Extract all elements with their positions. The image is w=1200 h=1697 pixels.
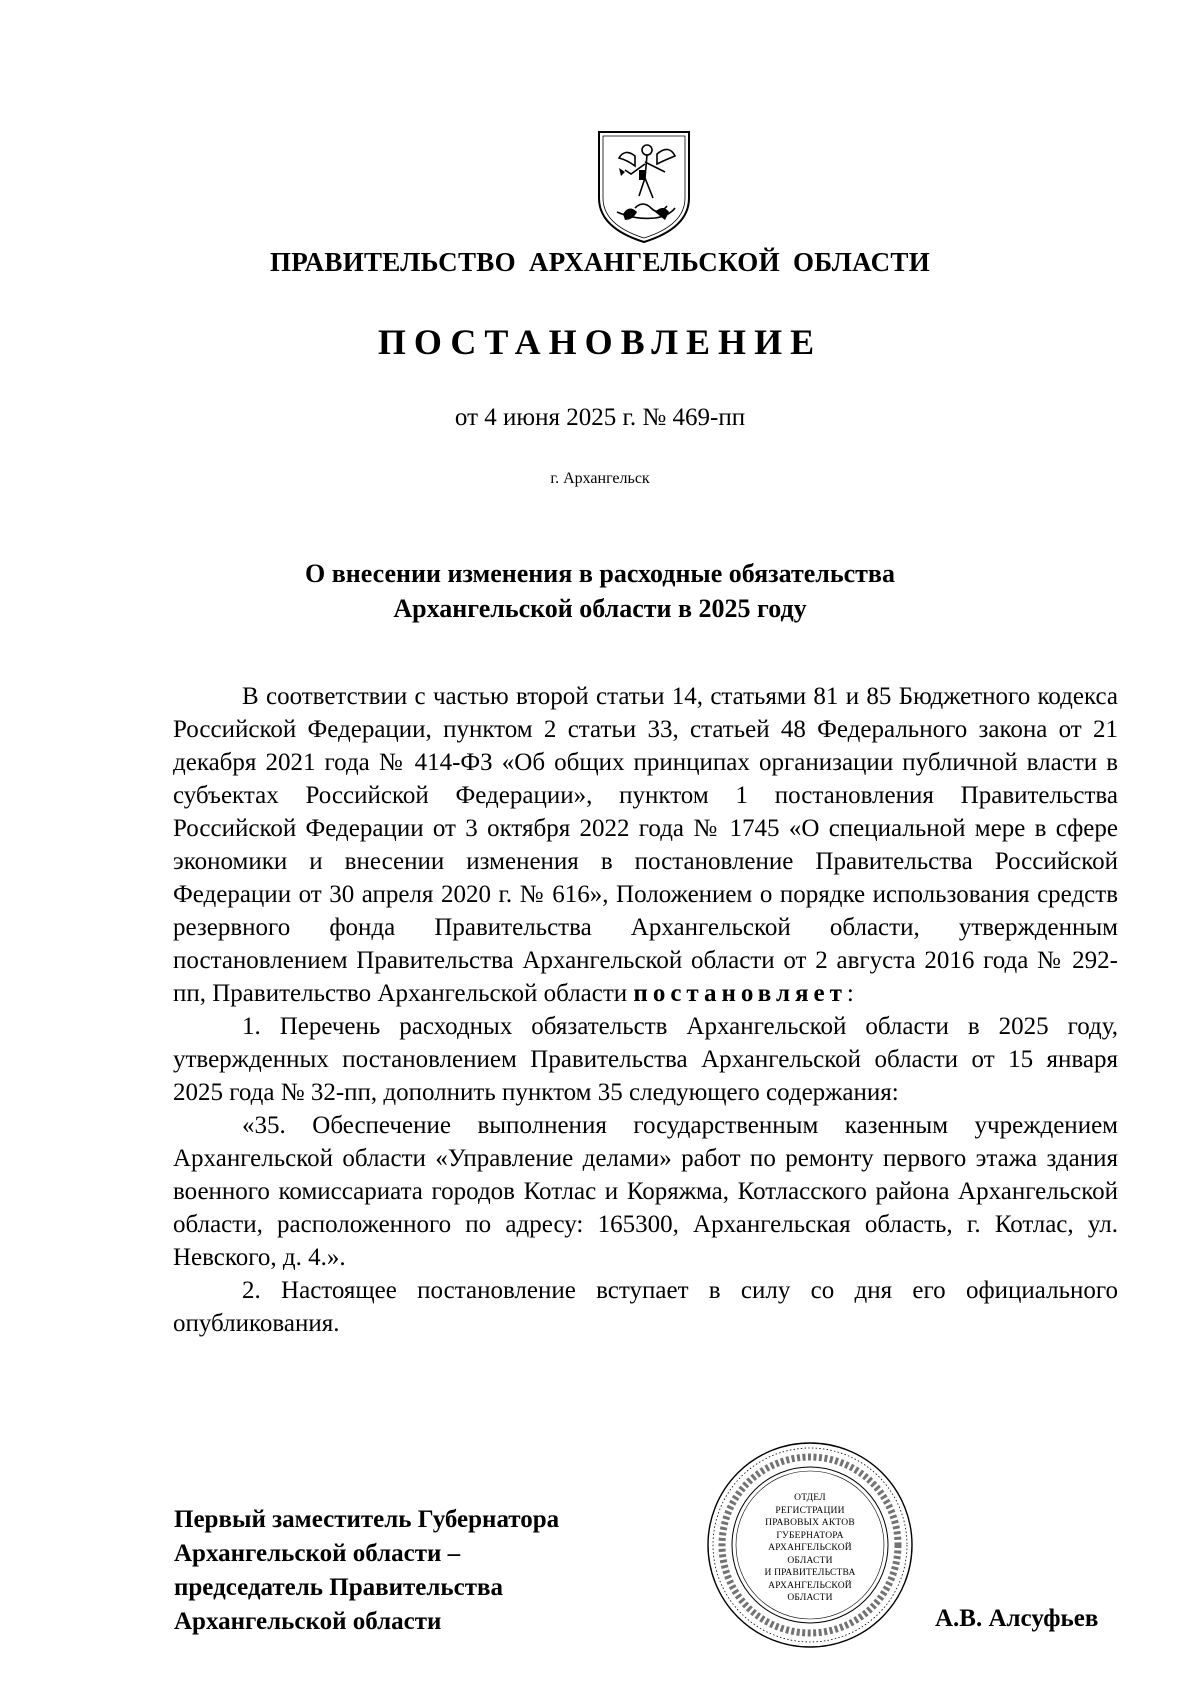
organization-name: ПРАВИТЕЛЬСТВО АРХАНГЕЛЬСКОЙ ОБЛАСТИ — [269, 247, 931, 277]
preamble-paragraph — [173, 680, 1118, 1010]
signer-name: А.В. Алсуфьев — [935, 1605, 1099, 1632]
document-date-number: от 4 июня 2025 г. № 469-пп — [454, 404, 746, 431]
signer-position — [174, 1503, 559, 1639]
stamp-line: ОТДЕЛ — [794, 1493, 826, 1503]
stamp-line: АРХАНГЕЛЬСКОЙ — [768, 1580, 852, 1591]
stamp-line: ОБЛАСТИ — [787, 1555, 833, 1566]
document-type-heading: ПОСТАНОВЛЕНИЕ — [377, 322, 823, 362]
signer-position-line: председатель Правительства — [174, 1574, 504, 1601]
item-2-paragraph: 2. Настоящее постановление вступает в силу со дня его официального опубликования. — [173, 1277, 1118, 1337]
stamp-line: РЕГИСТРАЦИИ — [775, 1505, 845, 1516]
decree-word: постановляет — [633, 980, 847, 1007]
coat-of-arms-emblem — [595, 128, 693, 246]
stamp-line: ОБЛАСТИ — [787, 1593, 833, 1603]
registration-stamp — [705, 1440, 915, 1650]
stamp-text-block — [753, 1492, 867, 1605]
signer-position-line: Первый заместитель Губернатора — [174, 1506, 560, 1533]
stamp-line: ГУБЕРНАТОРА — [776, 1530, 844, 1541]
stamp-line: И ПРАВИТЕЛЬСТВА — [764, 1568, 856, 1578]
document-title — [0, 556, 1200, 626]
stamp-line: ПРАВОВЫХ АКТОВ — [765, 1518, 855, 1528]
document-body — [173, 680, 1118, 1340]
document-title-line: Архангельской области в 2025 году — [393, 594, 807, 623]
decree-colon: : — [846, 980, 854, 1007]
preamble-text: В соответствии с частью второй статьи 14, статьями 81 и 85 Бюджетного кодекса Российской Федерации, пунктом 2 статьи 33, статьей 48 Федерального закона от 21 декабря 2021 года № 414-ФЗ «Об общих принципах организации публичной власти в субъектах Российской Федерации», пунктом 1 постановления Правительства Российской Федерации от 3 октября 2022 года № 1745 «О специальной мере в сфере экономики и внесении изменения в постановление Правительства Российской Федерации от 30 апреля 2020 г. № 616», Положением о порядке использования средств резервного фонда Правительства Архангельской области, утвержденным постановлением Правительства Архангельской области от 2 августа 2016 года № 292-пп, Правительство Архангельской области — [173, 683, 1118, 1007]
item-35-paragraph: «35. Обеспечение выполнения государственным казенным учреждением Архангельской области «Управление делами» работ по ремонту первого этажа здания военного комиссариата городов Котлас и Коряжма, Котласского района Архангельской области, расположенного по адресу: 165300, Архангельская область, г. Котлас, ул. Невского, д. 4.». — [173, 1112, 1118, 1271]
signer-position-line: Архангельской области – — [174, 1540, 461, 1567]
item-1-paragraph: 1. Перечень расходных обязательств Архангельской области в 2025 году, утвержденных постановлением Правительства Архангельской области от 15 января 2025 года № 32-пп, дополнить пунктом 35 следующего содержания: — [173, 1013, 1118, 1106]
document-title-line: О внесении изменения в расходные обязательства — [305, 559, 895, 588]
document-city: г. Архангельск — [550, 470, 650, 487]
signer-position-line: Архангельской области — [174, 1608, 442, 1635]
stamp-line: АРХАНГЕЛЬСКОЙ — [768, 1543, 852, 1553]
